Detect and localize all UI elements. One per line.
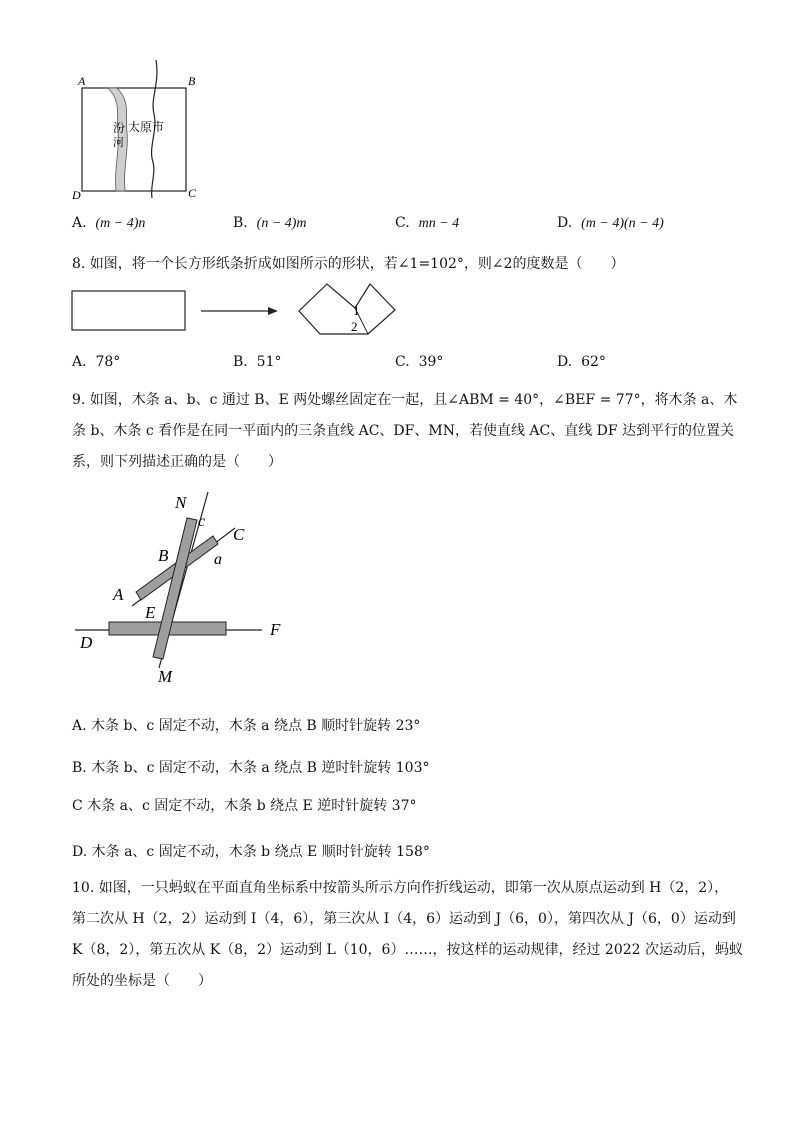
q7-option-d[interactable]: [557, 215, 664, 232]
river-label-1: 汾: [113, 121, 126, 135]
option-text: 62°: [581, 354, 606, 370]
q7-map-svg: [70, 58, 210, 200]
label-a: A: [113, 585, 124, 604]
label-b: B: [158, 546, 169, 565]
q9-stem-line-3: 系，则下列描述正确的是（ ）: [72, 454, 282, 470]
q9-option-c[interactable]: C 木条 a、c 固定不动，木条 b 绕点 E 逆时针旋转 37°: [72, 798, 417, 814]
q7-option-a[interactable]: [72, 215, 145, 232]
option-text: 78°: [95, 354, 121, 370]
q8-option-d[interactable]: [557, 354, 606, 370]
q8-figure: [68, 282, 408, 338]
label-d: D: [80, 633, 93, 652]
option-letter: B.: [233, 354, 248, 370]
label-f: F: [270, 620, 281, 639]
option-text: 39°: [418, 354, 444, 370]
label-a-small: a: [214, 551, 222, 568]
option-letter: C.: [395, 215, 410, 231]
label-m: M: [158, 667, 173, 686]
map-rectangle: [82, 88, 186, 191]
q7-option-b[interactable]: [233, 215, 307, 232]
city-label: 太原市: [128, 120, 165, 134]
wood-bar-c: [153, 518, 197, 659]
label-n: N: [175, 493, 187, 512]
option-letter: A.: [72, 215, 87, 231]
q9-option-d[interactable]: D. 木条 a、c 固定不动，木条 b 绕点 E 顺时针旋转 158°: [72, 844, 430, 860]
q9-figure: [70, 488, 300, 690]
corner-c: C: [188, 186, 197, 200]
q10-line-4: 所处的坐标是（ ）: [72, 973, 212, 989]
q9-option-a[interactable]: A. 木条 b、c 固定不动，木条 a 绕点 B 顺时针旋转 23°: [72, 718, 421, 734]
label-e: E: [145, 603, 156, 622]
q8-figure-svg: [68, 282, 408, 338]
option-text: mn − 4: [418, 216, 460, 231]
label-c-small: c: [198, 513, 206, 530]
q8-option-b[interactable]: [233, 354, 281, 370]
q10-line-3: K（8，2），第五次从 K（8，2）运动到 L（10，6）……，按这样的运动规律，经过 2022 次运动后，蚂蚁: [72, 942, 743, 958]
q9-option-b[interactable]: B. 木条 b、c 固定不动，木条 a 绕点 B 逆时针旋转 103°: [72, 760, 430, 776]
paper-strip: [72, 291, 185, 330]
angle-1-label: 1: [353, 303, 360, 318]
q9-stem-line-1: 9. 如图，木条 a、b、c 通过 B、E 两处螺丝固定在一起，且∠ABM = 40°，∠BEF = 77°，将木条 a、木: [72, 392, 738, 408]
q10-line-2: 第二次从 H（2，2）运动到 I（4，6），第三次从 I（4，6）运动到 J（6，0），第四次从 J（6，0）运动到: [72, 911, 736, 927]
label-c: C: [233, 525, 245, 544]
option-letter: A.: [72, 354, 87, 370]
q8-stem: 8. 如图，将一个长方形纸条折成如图所示的形状，若∠1=102°，则∠2的度数是（ ）: [72, 256, 625, 272]
option-letter: D.: [557, 215, 573, 231]
q7-option-c[interactable]: [395, 215, 459, 232]
option-letter: B.: [233, 215, 248, 231]
q10-line-1: 10. 如图，一只蚂蚁在平面直角坐标系中按箭头所示方向作折线运动，即第一次从原点运动到 H（2，2），: [72, 880, 729, 896]
option-text: (n − 4)m: [256, 216, 307, 231]
q9-figure-svg: [70, 488, 300, 690]
option-text: (m − 4)n: [95, 216, 146, 231]
q8-option-a[interactable]: [72, 354, 120, 370]
folded-shape: [299, 284, 395, 334]
option-text: 51°: [256, 354, 282, 370]
option-letter: D.: [557, 354, 573, 370]
option-letter: C.: [395, 354, 410, 370]
corner-b: B: [188, 74, 196, 88]
angle-2-label: 2: [351, 319, 358, 334]
q9-stem-line-2: 条 b、木条 c 看作是在同一平面内的三条直线 AC、DF、MN，若使直线 AC、直线 DF 达到平行的位置关: [72, 423, 735, 439]
corner-d: D: [72, 188, 81, 200]
river-label-2: 河: [113, 137, 124, 149]
option-text: (m − 4)(n − 4): [581, 216, 664, 231]
arrow-head: [268, 307, 278, 315]
q8-option-c[interactable]: [395, 354, 443, 370]
q7-map-figure: [70, 58, 210, 200]
corner-a: A: [78, 74, 86, 88]
